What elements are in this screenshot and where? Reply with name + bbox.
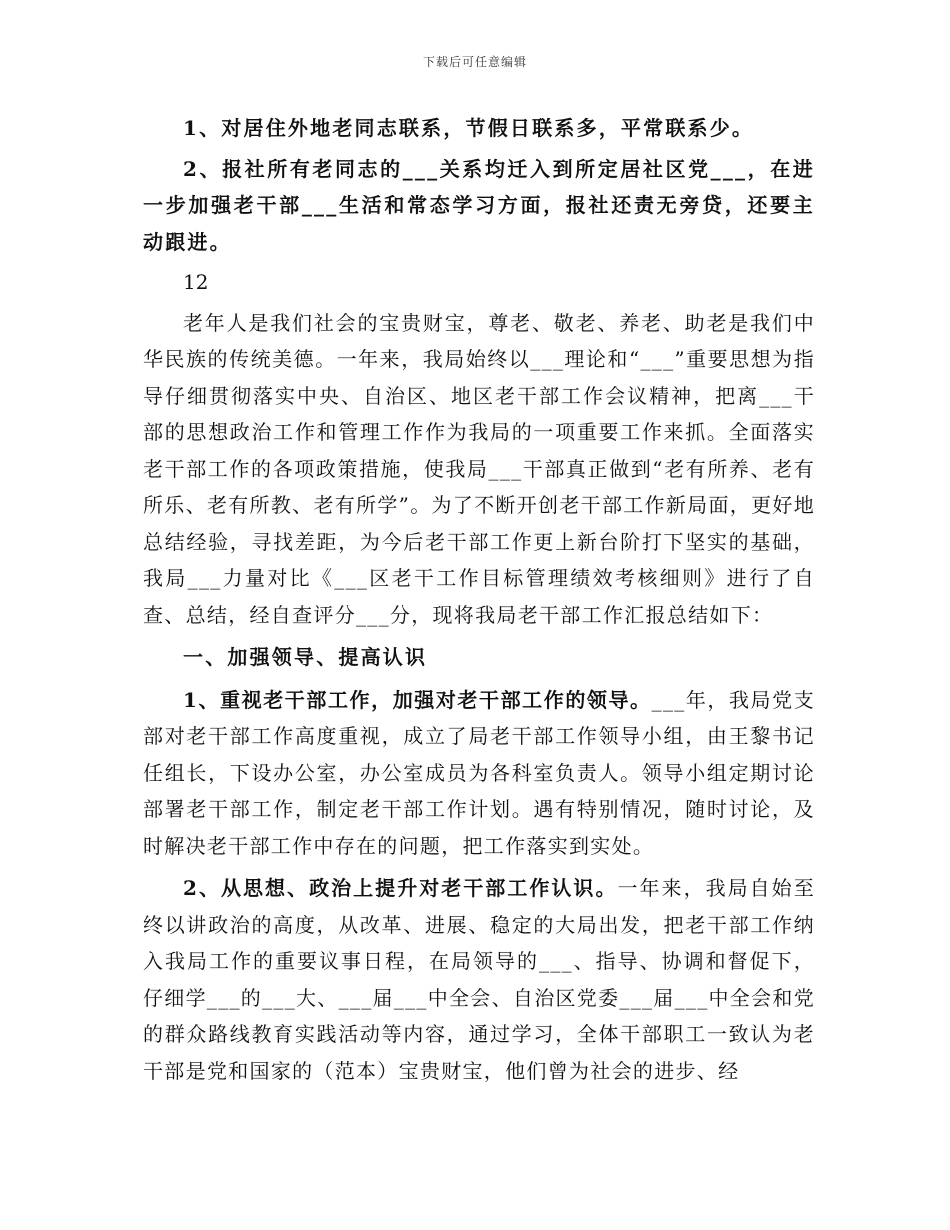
- page-header: 下载后可任意编辑: [422, 55, 527, 69]
- paragraph-item-1: [143, 682, 815, 865]
- section-number: 12: [183, 270, 209, 294]
- paragraph-1: 1、对居住外地老同志联系，节假日联系多，平常联系少。: [183, 116, 755, 140]
- item-2-title: 2、从思想、政治上提升对老干部工作认识。: [183, 876, 618, 900]
- item-1-body: ___年，我局党支部对老干部工作高度重视，成立了局老干部工作领导小组，由王黎书记任组长，下设办公室，办公室成员为各科室负责人。领导小组定期讨论部署老干部工作，制定老干部工作计划。遇有特别情况，随时讨论，及时解决老干部工作中存在的问题，把工作落实到实处。: [143, 687, 816, 858]
- paragraph-item-2: [143, 870, 815, 1089]
- paragraph-2: 2、报社所有老同志的___关系均迁入到所定居社区党___，在进一步加强老干部___生活和常态学习方面，报社还责无旁贷，还要主动跟进。: [143, 156, 815, 254]
- item-1-title: 1、重视老干部工作，加强对老干部工作的领导。: [183, 687, 652, 712]
- section-heading: 一、加强领导、提高认识: [183, 645, 428, 669]
- paragraph-intro: 老年人是我们社会的宝贵财宝，尊老、敬老、养老、助老是我们中华民族的传统美德。一年来，我局始终以___理论和“___”重要思想为指导仔细贯彻落实中央、自治区、地区老干部工作会议精神，把离___干部的思想政治工作和管理工作作为我局的一项重要工作来抓。全面落实老干部工作的各项政策措施，使我局___干部真正做到“老有所养、老有所乐、老有所教、老有所学”。为了不断开创老干部工作新局面，更好地总结经验，寻找差距，为今后老干部工作更上新台阶打下坚实的基础，我局___力量对比《___区老干工作目标管理绩效考核细则》进行了自查、总结，经自查评分___分，现将我局老干部工作汇报总结如下：: [143, 310, 815, 627]
- document-body: [143, 110, 815, 1089]
- item-2-body: 一年来，我局自始至终以讲政治的高度，从改革、进展、稳定的大局出发，把老干部工作纳入我局工作的重要议事日程，在局领导的___、指导、协调和督促下，仔细学___的___大、___届___中全会、自治区党委___届___中全会和党的群众路线教育实践活动等内容，通过学习，全体干部职工一致认为老干部是党和国家的（范本）宝贵财宝，他们曾为社会的进步、经: [143, 876, 816, 1083]
